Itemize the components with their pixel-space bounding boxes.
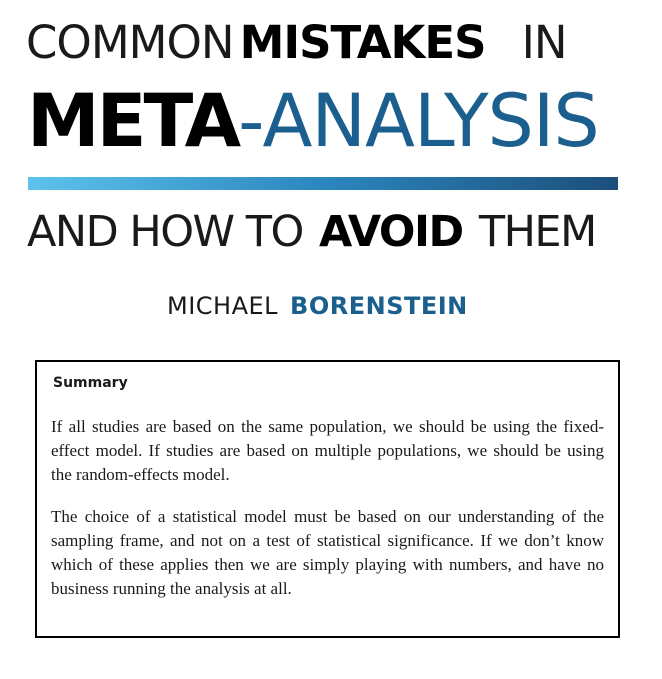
title-gradient-bar (28, 177, 618, 190)
title-phrase-and-how-to: AND HOW TO (27, 207, 303, 257)
title-word-analysis: ANALYSIS (262, 79, 599, 164)
title-line-2 (27, 79, 662, 164)
title-word-in: IN (521, 16, 567, 69)
title-word-avoid: AVOID (319, 207, 463, 257)
title-line-1 (26, 16, 662, 69)
author-last-name: BORENSTEIN (290, 292, 468, 320)
title-word-mistakes: MISTAKES (239, 16, 486, 69)
title-word-meta: META (27, 79, 239, 164)
title-line-3 (27, 207, 662, 257)
title-word-them: THEM (478, 207, 596, 257)
summary-box (35, 360, 620, 638)
title-dash: - (238, 79, 263, 164)
title-word-common: COMMON (26, 16, 234, 69)
summary-paragraph-2: The choice of a statistical model must be based on our understanding of the sampling frame, and not on a test of statistical significance. If we don’t know which of these applies then we are simply playing with numbers, and have no business running the analysis at all. (51, 507, 604, 598)
summary-paragraph-1: If all studies are based on the same population, we should be using the fixed-effect model. If studies are based on multiple populations, we should be using the random-effects model. (51, 417, 604, 484)
author-name (167, 292, 468, 320)
author-first-name: MICHAEL (167, 292, 279, 320)
summary-heading: Summary (53, 375, 128, 391)
